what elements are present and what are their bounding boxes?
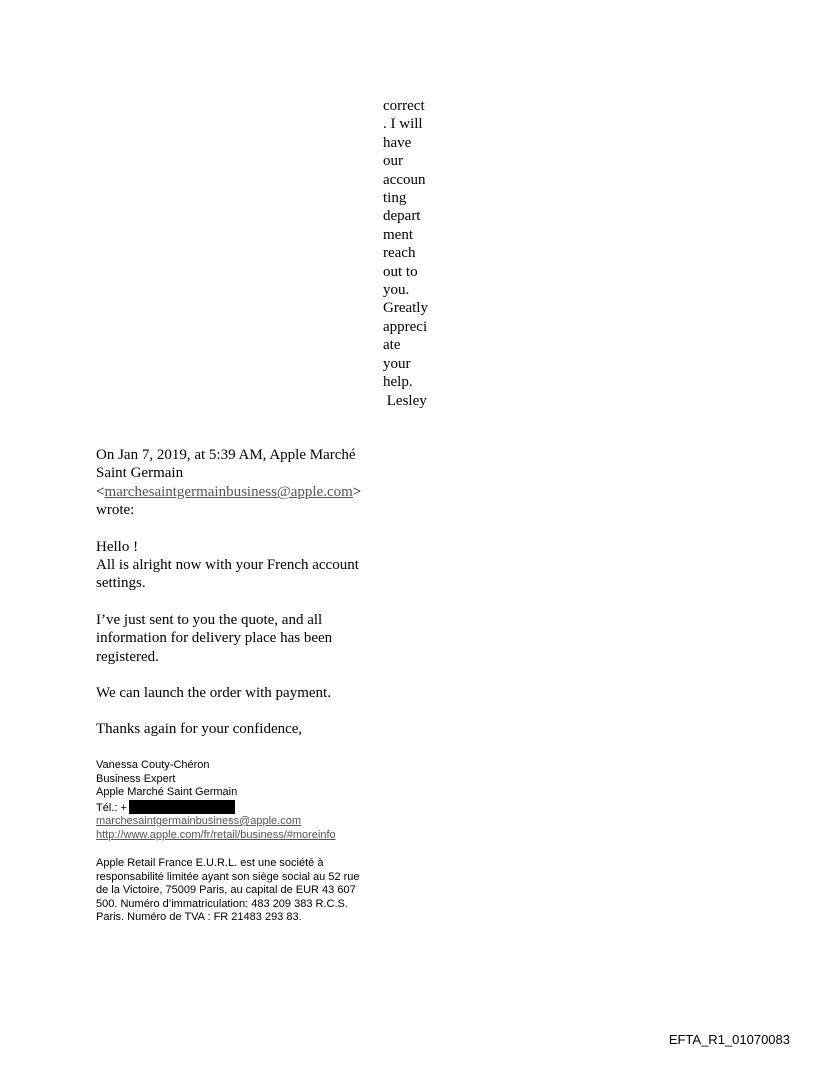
reply-line: appreci xyxy=(383,318,428,335)
closing-line: Thanks again for your confidence, xyxy=(96,721,303,738)
legal-line: responsabilité limitée ayant son siège social au 52 rue xyxy=(96,870,360,883)
redaction-bar xyxy=(129,800,235,814)
paragraph-line: I’ve just sent to you the quote, and all xyxy=(96,611,323,628)
reply-line: your xyxy=(383,355,411,372)
reply-line: ting xyxy=(383,190,407,207)
legal-line: 500. Numéro d’immatriculation: 483 209 383 R.C.S. xyxy=(96,897,348,910)
signature-url-link[interactable]: http://www.apple.com/fr/retail/business/#moreinfo xyxy=(96,828,336,841)
legal-line: de la Victoire, 75009 Paris, au capital de EUR 43 607 xyxy=(96,884,356,896)
reply-line: Greatly xyxy=(383,300,428,317)
reply-line: our xyxy=(383,153,403,170)
quoted-header-line: On Jan 7, 2019, at 5:39 AM, Apple Marché xyxy=(96,447,356,463)
angle-close: > xyxy=(352,483,362,500)
reply-line: out to xyxy=(383,263,418,280)
reply-line: ment xyxy=(383,226,413,243)
reply-line: depart xyxy=(383,208,421,225)
reply-fragment xyxy=(383,97,443,410)
document-id: EFTA_R1_01070083 xyxy=(668,1032,790,1047)
reply-line: accoun xyxy=(383,171,426,188)
signature-phone xyxy=(96,800,406,816)
greeting: Hello ! xyxy=(96,538,139,555)
quoted-email xyxy=(96,446,396,739)
reply-line: reach xyxy=(383,245,416,262)
legal-line: Apple Retail France E.U.R.L. est une société à xyxy=(96,857,324,869)
reply-line: ate xyxy=(383,337,401,354)
quoted-header-wrote: wrote: xyxy=(96,502,135,519)
quoted-header-sender: Saint Germain xyxy=(96,465,184,482)
paragraph-line: information for delivery place has been xyxy=(96,630,333,647)
phone-label: Tél.: + xyxy=(96,801,127,814)
reply-line: you. xyxy=(383,282,410,299)
signature-store: Apple Marché Saint Germain xyxy=(96,786,238,798)
reply-line: . I will xyxy=(383,116,423,133)
paragraph-line: registered. xyxy=(96,648,159,665)
legal-notice xyxy=(96,857,406,925)
reply-signoff: Lesley xyxy=(383,392,427,409)
sender-email-link[interactable]: marchesaintgermainbusiness@apple.com xyxy=(104,483,353,500)
paragraph-line: All is alright now with your French account xyxy=(96,557,359,574)
paragraph-line: We can launch the order with payment. xyxy=(96,685,331,702)
reply-line: have xyxy=(383,134,412,151)
signature-title: Business Expert xyxy=(96,772,176,785)
reply-line: help. xyxy=(383,374,413,391)
quoted-header-email-line xyxy=(96,483,396,501)
paragraph-line: settings. xyxy=(96,575,146,592)
signature-name: Vanessa Couty-Chéron xyxy=(96,759,210,771)
legal-line: Paris. Numéro de TVA : FR 21483 293 83. xyxy=(96,911,302,923)
reply-line: correct xyxy=(383,98,425,114)
angle-open: < xyxy=(96,483,105,500)
signature-block xyxy=(96,759,406,842)
signature-email-link[interactable]: marchesaintgermainbusiness@apple.com xyxy=(96,815,301,827)
